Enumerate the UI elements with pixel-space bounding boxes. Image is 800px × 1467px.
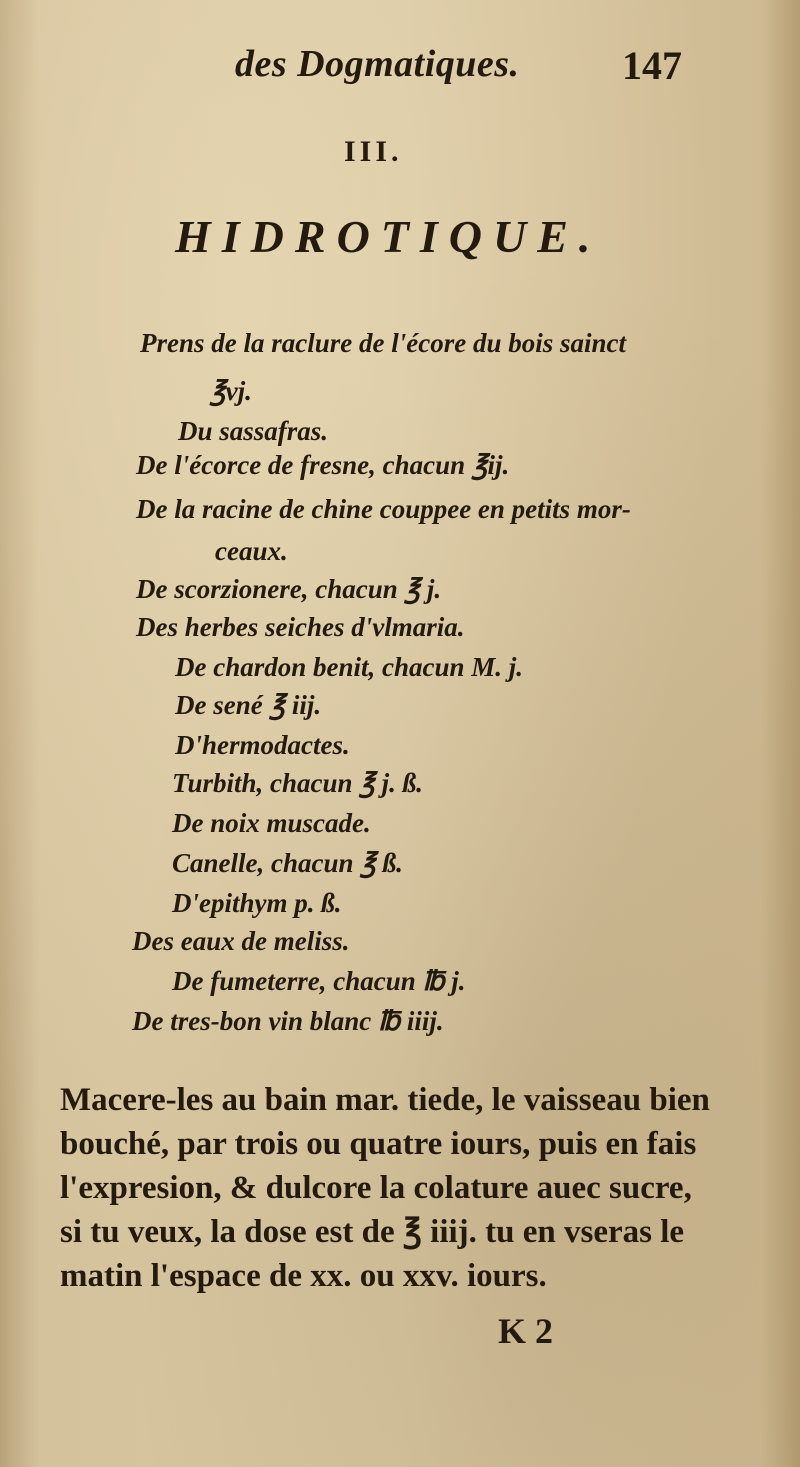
instructions-line: Macere-les au bain mar. tiede, le vaisseau bien: [60, 1082, 710, 1118]
recipe-line: De noix muscade.: [172, 808, 371, 838]
recipe-line: De l'écorce de fresne, chacun ℥ij.: [136, 450, 510, 480]
section-number: III.: [344, 135, 403, 168]
recipe-line: Du sassafras.: [178, 416, 329, 446]
instructions-line: si tu veux, la dose est de ℥ iiij. tu en vseras le: [60, 1214, 685, 1250]
recipe-line: De fumeterre, chacun ℔ j.: [172, 966, 466, 996]
recipe-line: D'epithym p. ß.: [172, 888, 342, 918]
recipe-line: Des herbes seiches d'vlmaria.: [136, 612, 465, 642]
instructions-paragraph: [60, 1078, 710, 1298]
signature-mark: K 2: [498, 1311, 554, 1351]
instructions-line: bouché, par trois ou quatre iours, puis en fais: [60, 1126, 697, 1162]
recipe-line: De chardon benit, chacun M. j.: [175, 652, 524, 682]
recipe-line: De tres-bon vin blanc ℔ iiij.: [132, 1006, 444, 1036]
page-number: 147: [622, 43, 682, 88]
instructions-line: l'expresion, & dulcore la colature auec sucre,: [60, 1170, 692, 1206]
section-title: HIDROTIQUE.: [175, 211, 602, 262]
recipe-line: D'hermodactes.: [175, 730, 350, 760]
recipe-line: Prens de la raclure de l'écore du bois sainct: [140, 328, 626, 358]
recipe-line: Turbith, chacun ℥ j. ß.: [172, 768, 423, 798]
recipe-line: ceaux.: [215, 536, 288, 566]
recipe-line: De la racine de chine couppee en petits mor-: [136, 494, 631, 524]
recipe-line: Canelle, chacun ℥ ß.: [172, 848, 403, 878]
recipe-line: De scorzionere, chacun ℥ j.: [136, 574, 442, 604]
recipe-line: ℥vj.: [210, 376, 252, 406]
recipe-line: De sené ℥ iij.: [175, 690, 322, 720]
recipe-line: Des eaux de meliss.: [132, 926, 350, 956]
running-title: des Dogmatiques.: [235, 43, 520, 85]
instructions-line: matin l'espace de xx. ou xxv. iours.: [60, 1258, 547, 1294]
